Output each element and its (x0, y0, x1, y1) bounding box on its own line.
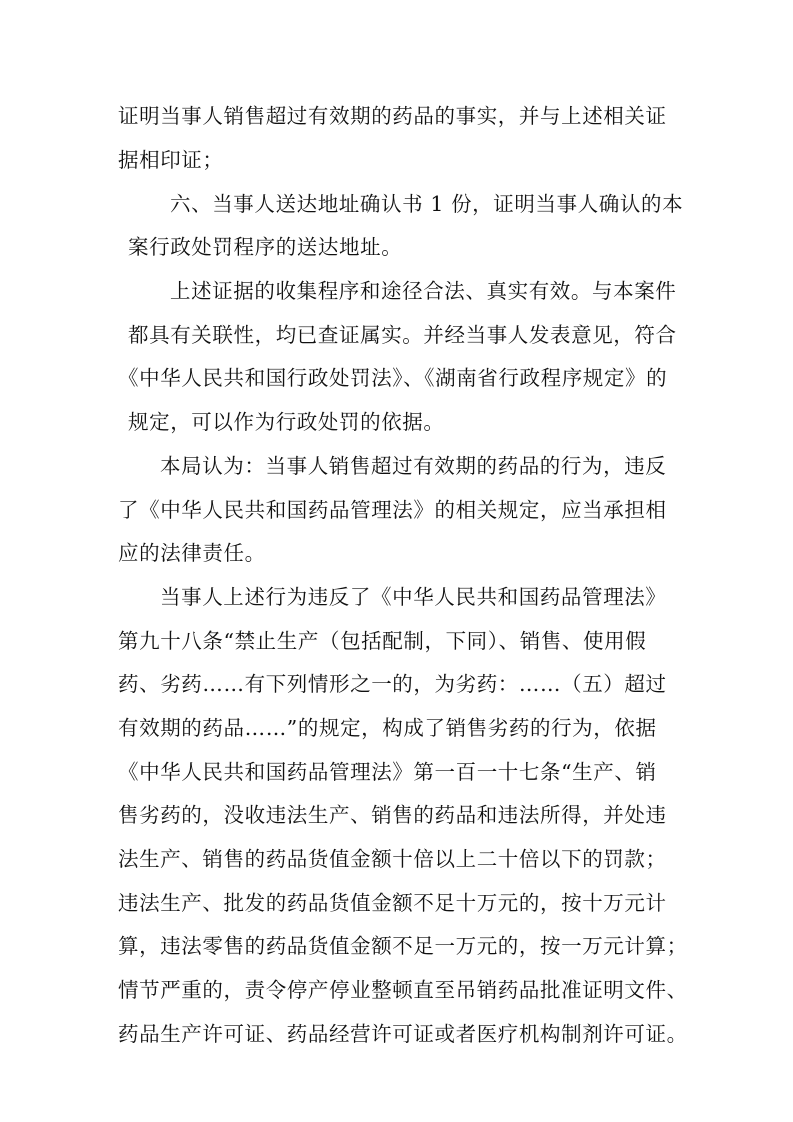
text-line: 《中华人民共和国行政处罚法》、《湖南省行政程序规定》的 (118, 366, 668, 390)
text-line: 证明当事人销售超过有效期的药品的事实，并与上述相关证 (118, 104, 667, 128)
text-line: 售劣药的，没收违法生产、销售的药品和违法所得，并处违 (118, 803, 667, 827)
text-line: 有效期的药品……”的规定，构成了销售劣药的行为，依据 (118, 716, 657, 740)
text-line: 六、当事人送达地址确认书 1 份，证明当事人确认的本 (170, 192, 684, 216)
text-line: 《中华人民共和国药品管理法》第一百一十七条“生产、销 (118, 760, 657, 784)
text-line: 法生产、销售的药品货值金额十倍以上二十倍以下的罚款； (118, 847, 667, 871)
text-line: 了《中华人民共和国药品管理法》的相关规定，应当承担相 (118, 498, 667, 522)
text-line: 应的法律责任。 (118, 541, 266, 565)
text-line: 上述证据的收集程序和途径合法、真实有效。与本案件 (170, 279, 677, 303)
text-line: 药、劣药……有下列情形之一的，为劣药：……（五）超过 (118, 672, 667, 696)
text-line: 第九十八条“禁止生产（包括配制，下同）、销售、使用假 (118, 629, 647, 653)
text-line: 当事人上述行为违反了《中华人民共和国药品管理法》 (160, 585, 667, 609)
text-line: 都具有关联性，均已查证属实。并经当事人发表意见，符合 (128, 323, 677, 347)
text-line: 本局认为：当事人销售超过有效期的药品的行为，违反 (160, 454, 667, 478)
text-line: 案行政处罚程序的送达地址。 (128, 235, 403, 259)
text-line: 药品生产许可证、药品经营许可证或者医疗机构制剂许可证。 (118, 1022, 688, 1046)
text-line: 违法生产、批发的药品货值金额不足十万元的，按十万元计 (118, 891, 667, 915)
text-line: 规定，可以作为行政处罚的依据。 (128, 410, 445, 434)
text-line: 据相印证； (118, 148, 224, 172)
text-line: 情节严重的，责令停产停业整顿直至吊销药品批准证明文件、 (118, 978, 688, 1002)
text-line: 算，违法零售的药品货值金额不足一万元的，按一万元计算； (118, 934, 688, 958)
